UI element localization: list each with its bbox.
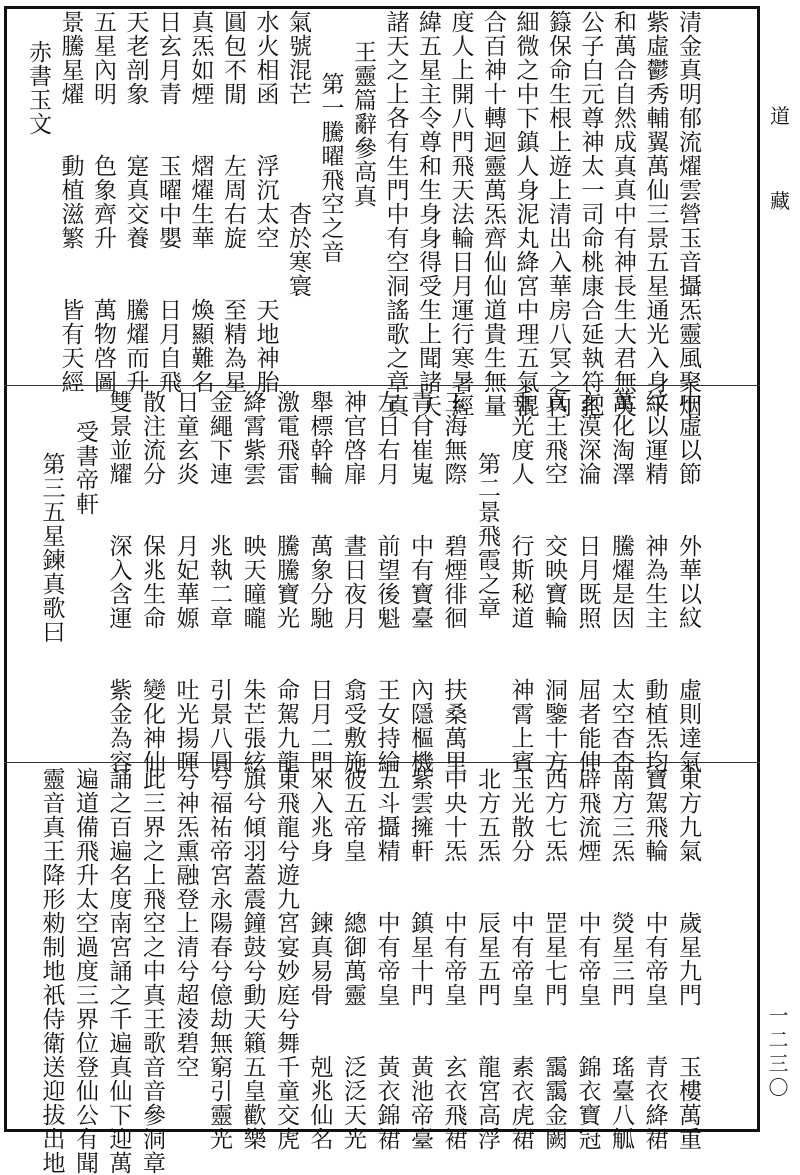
text-panel-1 bbox=[7, 10, 757, 418]
text-column: 第一騰曜飛空之音 bbox=[317, 72, 344, 264]
text-column: 萬化淘澤 騰燿是因 太空杳杳 bbox=[608, 390, 634, 774]
text-panel-2 bbox=[7, 390, 757, 774]
text-column: 北方五炁 辰星五門 龍宮高浮 bbox=[474, 767, 500, 1151]
text-column: 公子白元尊神太一司命桃康合延執符把 bbox=[577, 10, 604, 418]
text-column: 東方九氣 歲星九門 玉樓萬重 bbox=[675, 767, 701, 1151]
text-column: 激電飛雷 騰騰寶光 命駕九龍 bbox=[273, 390, 299, 774]
text-column: 散注流分 保兆生命 變化神仙 bbox=[139, 390, 165, 774]
text-column: 緯五星主令尊和生身身得受生上聞諸天 bbox=[415, 10, 441, 418]
text-column: 垂光度人 行斯秘道 神霄上賓 bbox=[507, 390, 534, 774]
text-panel-3 bbox=[7, 767, 757, 1175]
text-column: 遍道備飛升太空過度三界位登仙公有聞 bbox=[72, 767, 98, 1175]
text-column: 中虛以節 外華以紋 虛則達氣 bbox=[675, 390, 701, 774]
text-column: 神官啓扉 晝日夜月 翕受敷施 bbox=[340, 390, 366, 774]
text-column: 和萬合自然成真真中有神長生大君無英 bbox=[610, 10, 636, 418]
text-column: 赤書玉文 bbox=[25, 40, 51, 136]
text-column: 誦之百遍名度南宮誦之千遍真仙下迎萬 bbox=[105, 767, 132, 1175]
text-column: 受書帝軒 bbox=[72, 420, 98, 516]
text-column: 紋以運精 神為生主 動植炁均 bbox=[641, 390, 668, 774]
text-column: 五斗攝精 中有帝皇 黃衣錦裙 bbox=[373, 767, 400, 1151]
text-column: 彼五帝皇 總御萬靈 泛泛天光 bbox=[340, 767, 366, 1151]
margin-title-zang: 藏 bbox=[770, 189, 790, 213]
text-column: 青䏌崔嵬 中有寶臺 內隱樞機 bbox=[407, 390, 433, 774]
text-column: 諸天之上各有生門中有空洞謠歌之章真 bbox=[382, 10, 409, 418]
text-column: 水火相函 浮沉太空 天地神胎 bbox=[252, 10, 279, 394]
text-column: 玉光散分 中有帝皇 素衣虎裙 bbox=[507, 767, 534, 1151]
text-column: 合百神十轉迴靈萬炁齊仙仙道貴生無量 bbox=[480, 10, 506, 418]
text-column: 左日右月 前望後魁 王女持綸 bbox=[373, 390, 400, 774]
text-column: 五星內明 色象齊升 萬物啓圖 bbox=[90, 10, 116, 394]
text-column: 日玄月青 玉曜中嬰 日月自飛 bbox=[155, 10, 181, 394]
text-column: 氣號混芒 杳於寒寰 bbox=[285, 10, 311, 298]
text-column: 紫虛鬱秀輔翼萬仙三景五星通光入身千 bbox=[642, 10, 669, 418]
text-column: 清金真明郁流燿雲營玉音攝炁靈風聚烟 bbox=[675, 10, 701, 418]
text-column: 玄漠深淪 日月既照 屈者能伸 bbox=[574, 390, 601, 774]
text-column: 舉標幹輪 萬象分馳 日月二門 bbox=[306, 390, 333, 774]
text-column: 辟飛流煙 中有帝皇 錦衣寶冠 bbox=[574, 767, 601, 1151]
page-number: 一二三〇 bbox=[765, 1005, 789, 1101]
text-column: 玉海無際 碧煙徘徊 扶桑萬里 bbox=[440, 390, 467, 774]
text-column: 此三界之上飛空之中真王歌音音參洞章 bbox=[139, 767, 165, 1175]
text-column: 絳霄紫雲 映天曈曨 朱芒張絃 bbox=[239, 390, 266, 774]
text-column: 金繩下連 兆執二章 引景八圓 bbox=[206, 390, 232, 774]
margin-title-dao: 道 bbox=[770, 104, 790, 128]
text-column: 圓包不閒 左周右旋 至精為星 bbox=[220, 10, 246, 394]
text-column: 中央十炁 中有帝皇 玄衣飛裙 bbox=[440, 767, 467, 1151]
text-column: 籙保命生根上遊上清出入華房八冥之內 bbox=[545, 10, 571, 418]
text-column: 真炁如煙 熠燿生華 煥顯難名 bbox=[187, 10, 214, 394]
text-column: 第三五星鍊真歌曰 bbox=[38, 452, 65, 644]
text-column: 兮福祐帝宮永陽春兮億劫無窮引靈光 bbox=[206, 767, 232, 1151]
text-column: 紫雲擁軒 鎮星十門 黃池帝臺 bbox=[407, 767, 433, 1151]
text-column: 天老剖象 寔真交養 騰燿而升 bbox=[122, 10, 149, 394]
text-column: 西方七炁 罡星七門 靄靄金闕 bbox=[541, 767, 567, 1151]
text-column: 王靈篇辭參高真 bbox=[350, 40, 376, 208]
text-column: 第二景飛霞之章 bbox=[474, 452, 500, 620]
text-column: 真王飛空 交映寶輪 洞鑒十方 bbox=[541, 390, 567, 774]
text-column: 來入兆身 鍊真易骨 剋兆仙名 bbox=[306, 767, 333, 1151]
text-column: 度人上開八門飛天法輪日月運行寒暑經 bbox=[447, 10, 474, 418]
text-column: 細微之中下鎮人身泥丸絳宮中理五氣混 bbox=[512, 10, 539, 418]
text-column: 旗兮傾羽蓋震鐘鼓兮動天籟五皇歡樂 bbox=[239, 767, 266, 1151]
text-column: 寶駕飛輪 中有帝皇 青衣絳裙 bbox=[641, 767, 668, 1151]
text-column: 兮神炁熏融登上清兮超淩碧空 bbox=[172, 767, 199, 1079]
text-column: 南方三炁 熒星三門 瑤臺八觚 bbox=[608, 767, 634, 1151]
text-column: 日童玄炎 月妃華嫄 吐光揚暉 bbox=[172, 390, 199, 774]
text-column: 雙景並耀 深入含運 紫金為容 bbox=[105, 390, 132, 774]
text-column: 景騰星燿 動植滋繁 皆有天經 bbox=[57, 10, 84, 394]
text-column: 靈音真王降形勑制地祇侍衛送迎拔出地 bbox=[38, 767, 65, 1175]
text-column: 東飛龍兮遊九宮宴妙庭兮舞千童交虎 bbox=[273, 767, 299, 1151]
